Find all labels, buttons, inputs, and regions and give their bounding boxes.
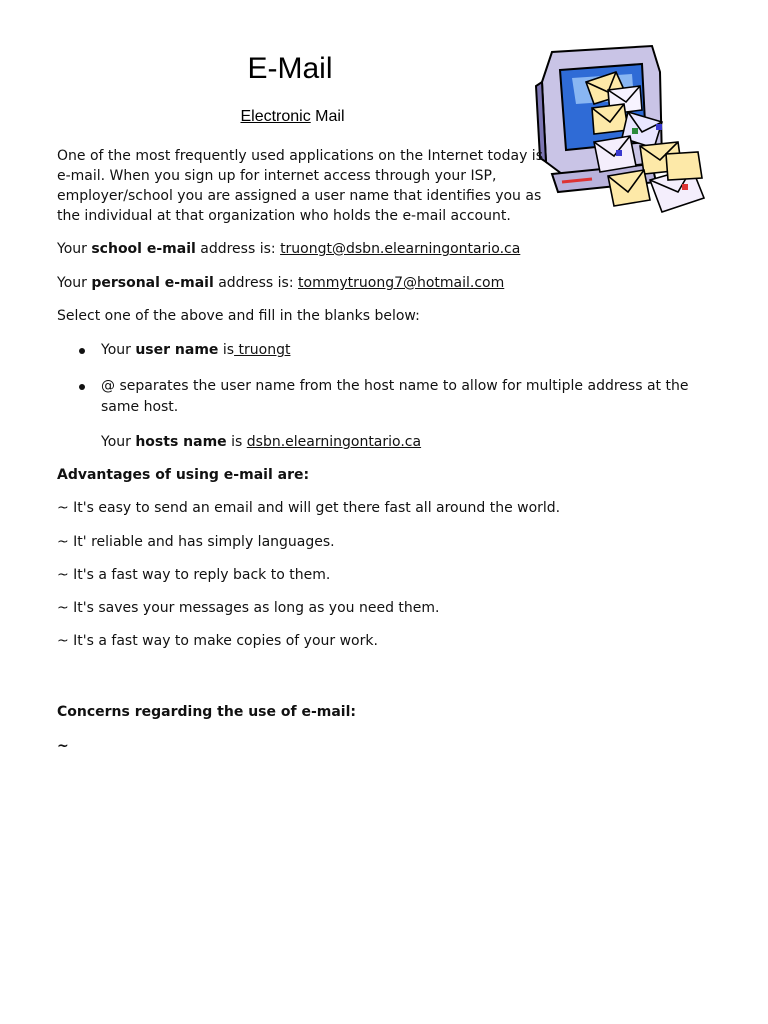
concerns-tilde: ~ xyxy=(57,738,69,754)
page-title: E-Mail xyxy=(247,52,333,85)
page-subtitle xyxy=(200,108,385,126)
advantage-item: ~ It' reliable and has simply languages. xyxy=(57,534,335,550)
username-value: truongt xyxy=(234,342,291,358)
school-email-address: truongt@dsbn.elearningontario.ca xyxy=(280,241,521,257)
advantage-item: ~ It's a fast way to make copies of your work. xyxy=(57,633,378,649)
personal-email-address: tommytruong7@hotmail.com xyxy=(298,275,505,291)
subtitle-rest: Mail xyxy=(310,108,345,125)
username-bullet: Your user name is truongt xyxy=(101,342,291,358)
intro-paragraph: One of the most frequently used applications on the Internet today is e-mail. When you sign up for internet access through your ISP, employer/school you are assigned a user name that identifies you as the individual at that organization who holds the e-mail account. xyxy=(57,148,543,224)
school-email-line: Your school e-mail address is: truongt@dsbn.elearningontario.ca xyxy=(57,241,521,257)
separator-bullet: @ separates the user name from the host name to allow for multiple address at the same host. xyxy=(101,378,689,415)
advantage-item: ~ It's saves your messages as long as you need them. xyxy=(57,600,440,616)
select-instruction: Select one of the above and fill in the blanks below: xyxy=(57,308,420,324)
advantage-item: ~ It's a fast way to reply back to them. xyxy=(57,567,331,583)
subtitle-underlined: Electronic xyxy=(240,108,311,125)
bullet-dot xyxy=(79,348,85,354)
hosts-name-value: dsbn.elearningontario.ca xyxy=(246,434,422,450)
bullet-dot xyxy=(79,384,85,390)
hosts-name-line: Your hosts name is dsbn.elearningontario.ca xyxy=(101,434,422,450)
concerns-heading: Concerns regarding the use of e-mail: xyxy=(57,704,357,720)
advantage-item: ~ It's easy to send an email and will get there fast all around the world. xyxy=(57,500,561,516)
personal-email-line: Your personal e-mail address is: tommytruong7@hotmail.com xyxy=(57,275,505,291)
advantages-heading: Advantages of using e-mail are: xyxy=(57,467,310,483)
computer-with-envelopes-icon xyxy=(532,42,710,224)
